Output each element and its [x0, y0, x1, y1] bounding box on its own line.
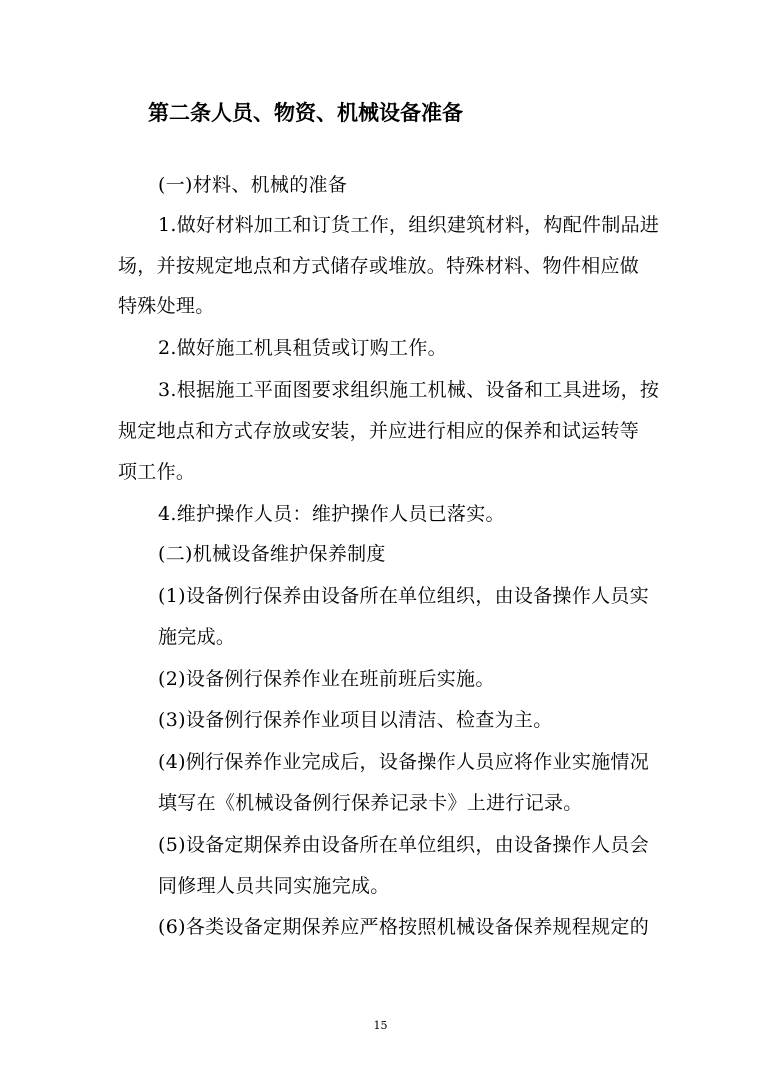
paragraph-line: 规定地点和方式存放或安装，并应进行相应的保养和试运转等	[118, 420, 640, 442]
paragraph-line: 4.维护操作人员：维护操作人员已落实。	[158, 503, 505, 525]
paragraph-line: (2)设备例行保养作业在班前班后实施。	[158, 668, 495, 690]
section-title: 第二条人员、物资、机械设备准备	[148, 100, 463, 125]
paragraph-line: (5)设备定期保养由设备所在单位组织，由设备操作人员会	[158, 834, 650, 856]
paragraph-line: 同修理人员共同实施完成。	[158, 875, 390, 897]
paragraph-line: (3)设备例行保养作业项目以清洁、检查为主。	[158, 709, 553, 731]
paragraph-line: 填写在《机械设备例行保养记录卡》上进行记录。	[158, 792, 583, 814]
paragraph-line: 2.做好施工机具租赁或订购工作。	[158, 337, 447, 359]
paragraph-line: (二)机械设备维护保养制度	[158, 543, 386, 565]
paragraph-line: (4)例行保养作业完成后，设备操作人员应将作业实施情况	[158, 751, 650, 773]
paragraph-line: 场，并按规定地点和方式储存或堆放。特殊材料、物件相应做	[118, 255, 640, 277]
paragraph-line: 施完成。	[158, 626, 236, 648]
page-number: 15	[373, 1019, 388, 1032]
paragraph-line: 特殊处理。	[118, 295, 215, 317]
paragraph-line: 3.根据施工平面图要求组织施工机械、设备和工具进场，按	[158, 379, 660, 401]
paragraph-line: (一)材料、机械的准备	[158, 174, 348, 196]
paragraph-line: 项工作。	[118, 461, 196, 483]
paragraph-line: (1)设备例行保养由设备所在单位组织，由设备操作人员实	[158, 585, 650, 607]
paragraph-line: (6)各类设备定期保养应严格按照机械设备保养规程规定的	[158, 916, 650, 938]
paragraph-line: 1.做好材料加工和订货工作，组织建筑材料，构配件制品进	[158, 214, 660, 236]
